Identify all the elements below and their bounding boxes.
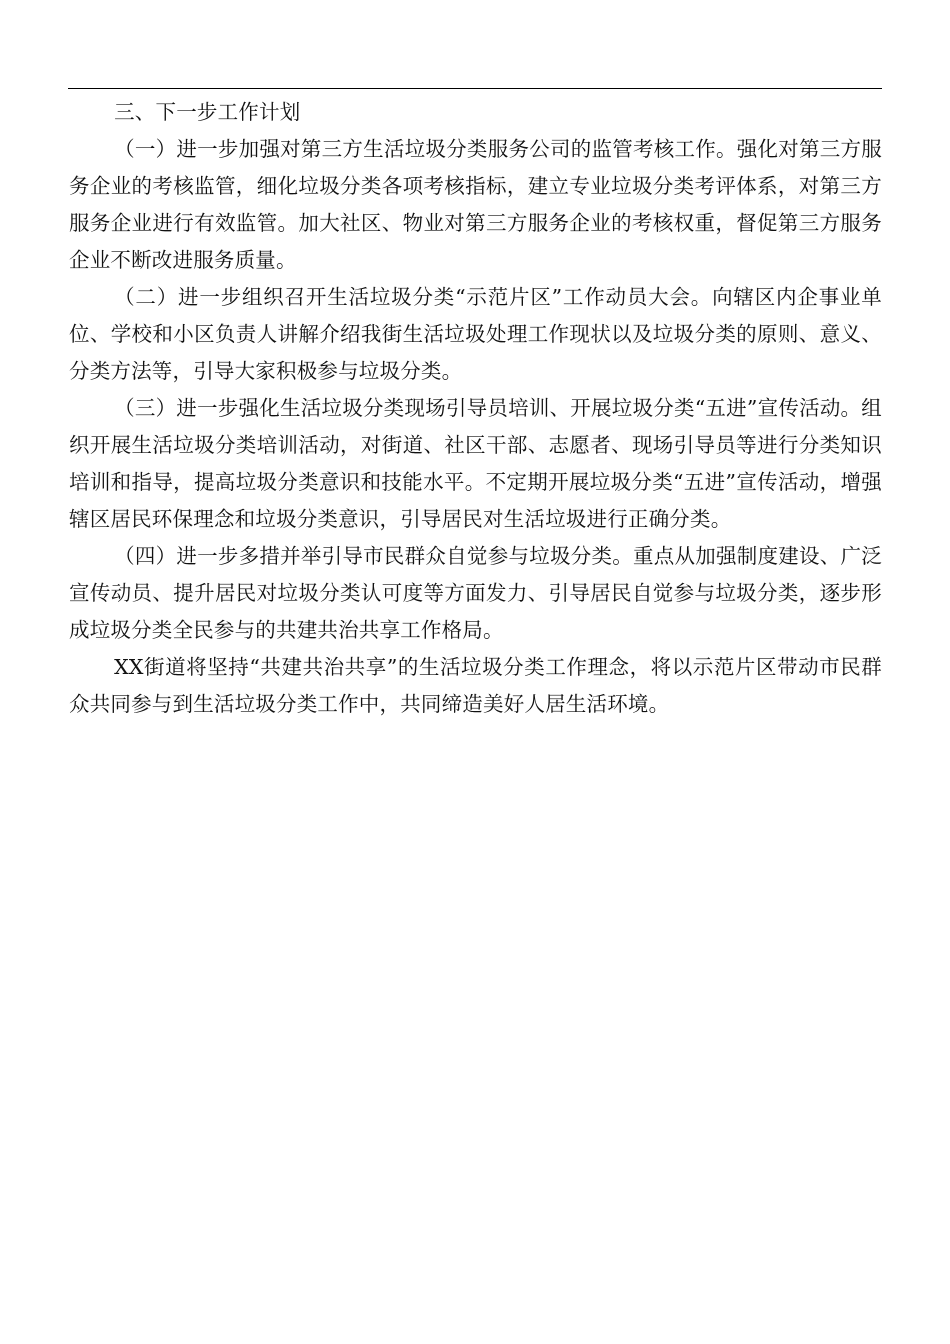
document-body (69, 94, 882, 723)
paragraph-conclusion: XX街道将坚持“共建共治共享”的生活垃圾分类工作理念，将以示范片区带动市民群众共同参与到生活垃圾分类工作中，共同缔造美好人居生活环境。 (69, 655, 882, 716)
header-rule (68, 88, 882, 89)
paragraph-plan-4: （四）进一步多措并举引导市民群众自觉参与垃圾分类。重点从加强制度建设、广泛宣传动员、提升居民对垃圾分类认可度等方面发力、引导居民自觉参与垃圾分类，逐步形成垃圾分类全民参与的共建共治共享工作格局。 (69, 544, 882, 642)
paragraph-plan-3: （三）进一步强化生活垃圾分类现场引导员培训、开展垃圾分类“五进”宣传活动。组织开展生活垃圾分类培训活动，对街道、社区干部、志愿者、现场引导员等进行分类知识培训和指导，提高垃圾分类意识和技能水平。不定期开展垃圾分类“五进”宣传活动，增强辖区居民环保理念和垃圾分类意识，引导居民对生活垃圾进行正确分类。 (69, 396, 882, 531)
paragraph-plan-1: （一）进一步加强对第三方生活垃圾分类服务公司的监管考核工作。强化对第三方服务企业的考核监管，细化垃圾分类各项考核指标，建立专业垃圾分类考评体系，对第三方服务企业进行有效监管。加大社区、物业对第三方服务企业的考核权重，督促第三方服务企业不断改进服务质量。 (69, 137, 882, 272)
paragraph-plan-2: （二）进一步组织召开生活垃圾分类“示范片区”工作动员大会。向辖区内企事业单位、学校和小区负责人讲解介绍我街生活垃圾处理工作现状以及垃圾分类的原则、意义、分类方法等，引导大家积极参与垃圾分类。 (69, 285, 882, 383)
section-heading: 三、下一步工作计划 (114, 100, 301, 124)
